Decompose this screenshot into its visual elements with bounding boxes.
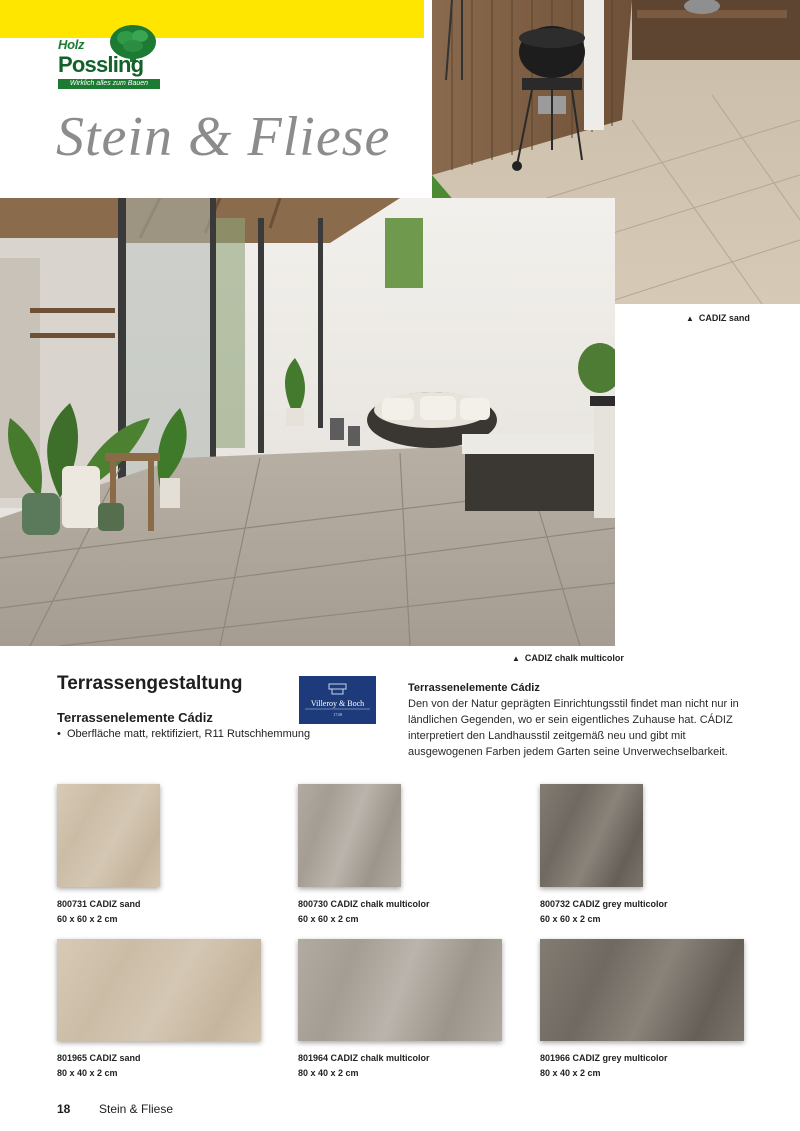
caption-text: CADIZ sand bbox=[698, 313, 750, 323]
terrace-lounge-image bbox=[0, 198, 615, 646]
tile-product-name: 801966 CADIZ grey multicolor bbox=[540, 1053, 668, 1063]
tile-product-name: 800731 CADIZ sand bbox=[57, 899, 141, 909]
tile-swatch-cadiz-grey-square[interactable] bbox=[540, 784, 643, 887]
tile-product-size: 60 x 60 x 2 cm bbox=[57, 914, 118, 924]
page-title: Stein & Fliese bbox=[56, 106, 391, 168]
tile-label bbox=[540, 1051, 668, 1081]
logo-word-holz: Holz bbox=[58, 37, 85, 52]
tile-label bbox=[298, 1051, 430, 1081]
brand-crest-icon bbox=[299, 676, 376, 724]
description-text: Den von der Natur geprägten Einrichtungsstil findet man nicht nur in ländlichen Gegenden, wo er sein eigentliches Zuhause hat. CÁDIZ interpretiert den Landhausstil zeitgemäß neu und gibt mit ausgewogenen Farben jedem Garten seine Unverwechselbarkeit. bbox=[408, 698, 739, 758]
caption-top-photo bbox=[686, 313, 750, 323]
tile-swatch-cadiz-chalk-square[interactable] bbox=[298, 784, 401, 887]
tile-swatch-cadiz-sand-square[interactable] bbox=[57, 784, 160, 887]
feature-bullet bbox=[57, 728, 310, 740]
page-number: 18 bbox=[57, 1102, 71, 1116]
section-subheading: Terrassenelemente Cádiz bbox=[57, 710, 213, 725]
bullet-dot-icon: • bbox=[57, 728, 61, 740]
photo-cadiz-chalk-terrace bbox=[0, 198, 615, 646]
tile-product-size: 80 x 40 x 2 cm bbox=[57, 1068, 118, 1078]
tile-product-name: 800732 CADIZ grey multicolor bbox=[540, 899, 668, 909]
villeroy-boch-logo bbox=[299, 676, 376, 724]
tile-swatch-cadiz-grey-rect[interactable] bbox=[540, 939, 744, 1041]
logo-tagline: Wirklich alles zum Bauen bbox=[58, 79, 160, 89]
company-logo[interactable] bbox=[58, 24, 162, 90]
brand-name: Villeroy & Boch bbox=[310, 699, 365, 708]
footer-section-name: Stein & Fliese bbox=[99, 1102, 174, 1116]
logo-word-possling: Possling bbox=[58, 52, 144, 77]
tile-product-name: 801964 CADIZ chalk multicolor bbox=[298, 1053, 430, 1063]
tile-label bbox=[298, 897, 430, 927]
tile-product-size: 60 x 60 x 2 cm bbox=[298, 914, 359, 924]
description-title: Terrassenelemente Cádiz bbox=[408, 682, 540, 694]
tile-label bbox=[57, 1051, 141, 1081]
tile-swatch-cadiz-chalk-rect[interactable] bbox=[298, 939, 502, 1041]
brand-year: 1748 bbox=[333, 712, 342, 717]
tile-product-name: 800730 CADIZ chalk multicolor bbox=[298, 899, 430, 909]
section-heading: Terrassengestaltung bbox=[57, 673, 243, 694]
caption-main-photo bbox=[512, 653, 624, 663]
caption-text: CADIZ chalk multicolor bbox=[524, 653, 624, 663]
tile-label bbox=[540, 897, 668, 927]
tile-swatch-cadiz-sand-rect[interactable] bbox=[57, 939, 261, 1041]
tile-product-size: 80 x 40 x 2 cm bbox=[298, 1068, 359, 1078]
tile-product-name: 801965 CADIZ sand bbox=[57, 1053, 141, 1063]
triangle-up-icon: ▲ bbox=[512, 654, 520, 663]
feature-bullet-text: Oberfläche matt, rektifiziert, R11 Rutschhemmung bbox=[66, 728, 311, 740]
tile-product-size: 80 x 40 x 2 cm bbox=[540, 1068, 601, 1078]
tile-product-size: 60 x 60 x 2 cm bbox=[540, 914, 601, 924]
tile-label bbox=[57, 897, 141, 927]
triangle-up-icon: ▲ bbox=[686, 314, 694, 323]
